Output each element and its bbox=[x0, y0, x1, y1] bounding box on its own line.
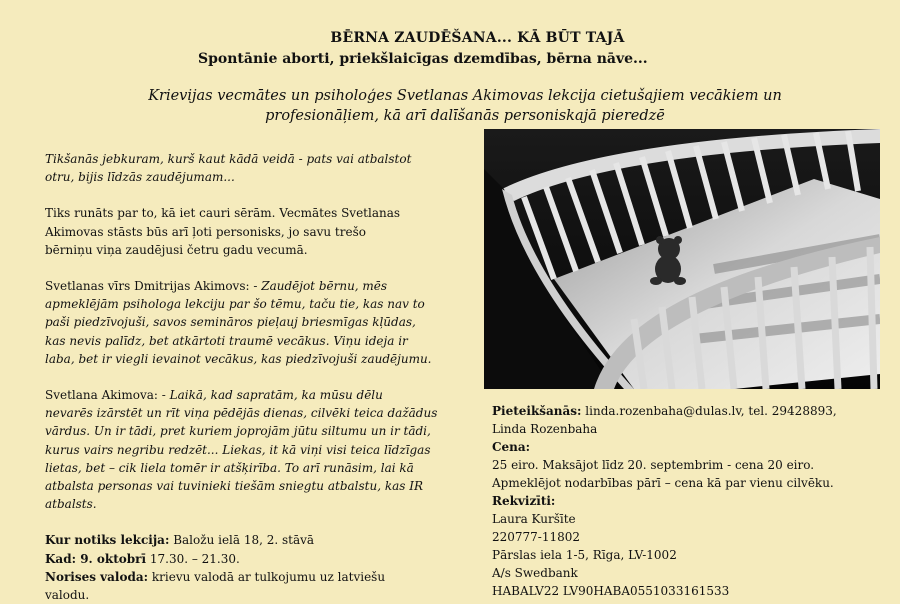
intro-paragraph bbox=[45, 150, 465, 186]
info-value: Linda Rozenbaha bbox=[492, 422, 598, 436]
page-subtitle: Spontānie aborti, priekšlaicīgas dzemdības, bērna nāve... bbox=[198, 51, 648, 67]
text-line: nevarēs izārstēt un rīt viņa pēdējās dienas, cilvēki teica dažādus bbox=[45, 406, 438, 421]
page-title: BĒRNA ZAUDĒŠANA... KĀ BŪT TAJĀ bbox=[330, 30, 625, 46]
text-line: otru, bijis līdzās zaudējumam... bbox=[45, 170, 235, 185]
price-label: Cena: bbox=[492, 440, 531, 454]
text-line: vārdus. Un ir tādi, pret kuriem joprojām jūtu siltumu un ir tādi, bbox=[45, 424, 431, 439]
crib-photo bbox=[484, 129, 880, 389]
bank-line: Laura Kuršīte bbox=[492, 512, 576, 526]
price-line: 25 eiro. Maksājot līdz 20. septembrim - cena 20 eiro. bbox=[492, 458, 815, 472]
info-value: 17.30. – 21.30. bbox=[146, 551, 240, 566]
text-line: Tikšanās jebkuram, kurš kaut kādā veidā - pats vai atbalstot bbox=[45, 152, 412, 166]
info-value: valodu. bbox=[45, 588, 90, 603]
text-line: - Zaudējot bērnu, mēs bbox=[253, 279, 388, 294]
text-line: - Laikā, kad sapratām, ka mūsu dēlu bbox=[161, 388, 383, 403]
event-location bbox=[45, 531, 465, 549]
info-label: Kad: 9. oktobrī bbox=[45, 551, 147, 566]
text-line: bērniņu viņa zaudējusi četru gadu vecumā. bbox=[45, 242, 308, 257]
lead-line: profesionāļiem, kā arī dalīšanās personiskajā pieredzē bbox=[265, 108, 665, 124]
text-line: laba, bet ir viegli ievainot vecākus, kas piedzīvojuši zaudējumu. bbox=[45, 351, 432, 366]
left-column bbox=[45, 150, 465, 604]
bank-label: Rekvizīti: bbox=[492, 494, 556, 508]
text-line: Akimovas stāsts būs arī ļoti personisks, jo savu trešo bbox=[45, 224, 366, 239]
event-info bbox=[45, 531, 465, 604]
quote-speaker: Svetlana Akimova: bbox=[45, 388, 162, 403]
quote-dmitrijs bbox=[45, 277, 465, 368]
text-line: kas nevis palīdz, bet atkārtoti traumē vecākus. Viņu ideja ir bbox=[45, 333, 408, 348]
info-label: Norises valoda: bbox=[45, 569, 149, 584]
text-line: atbalsta personas vai tuvinieki tiešām sniegtu atbalstu, kas IR bbox=[45, 479, 424, 494]
registration-line bbox=[492, 402, 892, 420]
info-value: krievu valodā ar tulkojumu uz latviešu bbox=[148, 569, 386, 584]
quote-speaker: Svetlanas vīrs Dmitrijas Akimovs: bbox=[45, 279, 254, 294]
text-line: paši piedzīvojuši, savos semināros pieļauj briesmīgas kļūdas, bbox=[45, 315, 416, 330]
lead-text bbox=[110, 86, 820, 126]
text-line: atbalsts. bbox=[45, 497, 97, 512]
lead-line: Krievijas vecmātes un psiholoģes Svetlanas Akimovas lekcija cietušajiem vecākiem un bbox=[148, 88, 782, 104]
event-language bbox=[45, 568, 465, 586]
bank-line: HABALV22 LV90HABA0551033161533 bbox=[492, 584, 730, 598]
info-value: Baložu ielā 18, 2. stāvā bbox=[169, 533, 315, 548]
text-line: Tiks runāts par to, kā iet cauri sērām. Vecmātes Svetlanas bbox=[45, 206, 401, 221]
text-line: kurus vairs negribu redzēt... Liekas, it kā viņi visi teica līdzīgas bbox=[45, 442, 431, 457]
event-time bbox=[45, 550, 465, 568]
story-paragraph bbox=[45, 204, 465, 259]
quote-svetlana bbox=[45, 386, 465, 513]
info-label: Pieteikšanās: bbox=[492, 404, 582, 418]
bank-line: A/s Swedbank bbox=[492, 566, 578, 580]
price-line: Apmeklējot nodarbības pārī – cena kā par vienu cilvēku. bbox=[492, 476, 834, 490]
text-line: apmeklējām psihologa lekciju par šo tēmu, taču tie, kas nav to bbox=[45, 297, 425, 312]
bank-line: 220777-11802 bbox=[492, 530, 581, 544]
info-value: linda.rozenbaha@dulas.lv, tel. 29428893, bbox=[581, 404, 837, 418]
text-line: lietas, bet – cik liela tomēr ir atšķirība. To arī runāsim, lai kā bbox=[45, 460, 414, 475]
right-column bbox=[492, 402, 892, 600]
bank-line: Pārslas iela 1-5, Rīga, LV-1002 bbox=[492, 548, 677, 562]
info-label: Kur notiks lekcija: bbox=[45, 533, 170, 548]
